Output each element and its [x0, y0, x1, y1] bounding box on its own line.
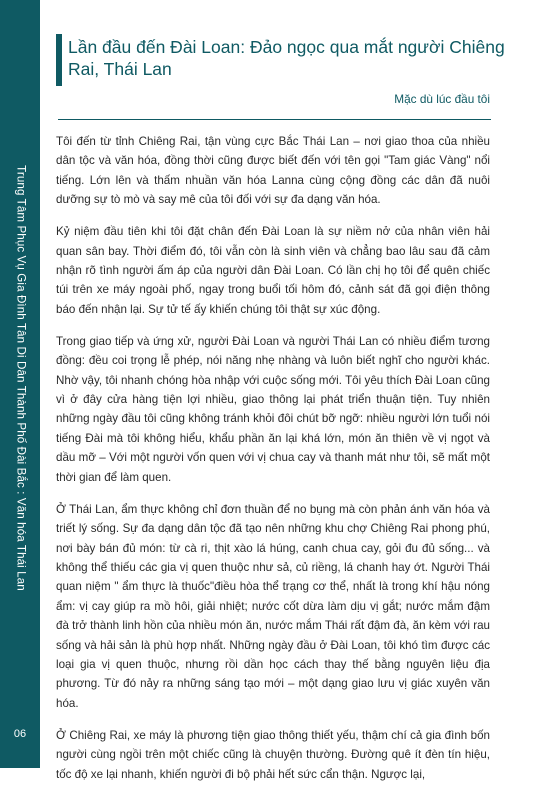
- title-divider: [58, 119, 491, 120]
- page-title: Lần đầu đến Đài Loan: Đảo ngọc qua mắt người Chiêng Rai, Thái Lan: [68, 37, 505, 79]
- sidebar-running-title: Trung Tâm Phục Vụ Gia Đình Tân Di Dân Thành Phố Đài Bắc : Văn hóa Thái Lan: [14, 165, 28, 591]
- sidebar: [0, 0, 40, 768]
- paragraph-4: Ở Thái Lan, ẩm thực không chỉ đơn thuần để no bụng mà còn phản ánh văn hóa và triết lý sống. Sự đa dạng dân tộc đã tạo nên những khu chợ Chiêng Rai phong phú, nơi bày bán đủ món: từ cà ri, thịt xào lá húng, canh chua cay, gỏi đu đủ sống... và không thể thiếu các gia vị quen thuộc như sả, củ riềng, lá chanh hay ớt. Người Thái quan niệm " ẩm thực là thuốc"điều hòa thể trạng cơ thể, nhất là trong khí hậu nóng ẩm: vị cay giúp ra mồ hôi, giải nhiệt; nước cốt dừa làm dịu vị gắt; nước mắm đậm đà trở thành linh hồn của nhiều món ăn, nước mắm Thái rất đậm đà, ăn kèm với rau sống và hải sản là phù hợp nhất. Những ngày đầu ở Đài Loan, tôi khó tìm được các loại gia vị quen thuộc, nhưng rồi dần học cách thay thế bằng nguyên liệu địa phương. Từ đó nảy ra những sáng tạo mới – một dạng giao lưu vị giác xuyên văn hóa.: [56, 502, 490, 710]
- page-number: 06: [13, 728, 27, 740]
- title-accent-bar: [56, 34, 62, 86]
- section-subtitle: Mặc dù lúc đầu tôi: [394, 92, 490, 106]
- paragraph-3: Trong giao tiếp và ứng xử, người Đài Loan và người Thái Lan có nhiều điểm tương đồng: đều coi trọng lễ phép, nói năng nhẹ nhàng và luôn biết nghĩ cho người khác. Nhờ vậy, tôi nhanh chóng hòa nhập với cuộc sống mới. Tôi yêu thích Đài Loan cũng vì ở đây cửa hàng tiện lợi nhiều, giao thông lại phát triển thuận tiện. Tuy nhiên những ngày đầu tôi cũng không tránh khỏi đôi chút bỡ ngỡ: nhiều người lớn tuổi nói tiếng Đài mà tôi không hiểu, khẩu phần ăn lại khá lớn, món ăn thiên về vị ngọt và dầu mỡ – Với một người vốn quen với vị chua cay và thanh mát như tôi, sẽ mất một thời gian để làm quen.: [56, 334, 490, 484]
- paragraph-5: Ở Chiêng Rai, xe máy là phương tiện giao thông thiết yếu, thậm chí cả gia đình bốn người cùng ngồi trên một chiếc cũng là chuyện thường. Đường quê ít đèn tín hiệu, tốc độ xe lại nhanh, khiến người đi bộ phải hết sức cẩn thận. Ngược lại,: [56, 728, 490, 781]
- paragraph-1: Tôi đến từ tỉnh Chiêng Rai, tận vùng cực Bắc Thái Lan – nơi giao thoa của nhiều dân tộc và văn hóa, đồng thời cũng được biết đến với tên gọi "Tam giác Vàng" nổi tiếng. Lớn lên và thấm nhuần văn hóa Lanna cùng cộng đồng các dân đã nuôi dưỡng sự tò mò và say mê của tôi đối với sự đa dạng văn hóa.: [56, 135, 490, 207]
- paragraph-2: Kỷ niệm đầu tiên khi tôi đặt chân đến Đài Loan là sự niềm nở của nhân viên hải quan sân bay. Thời điểm đó, tôi vẫn còn là sinh viên và chẳng bao lâu sau đã cảm nhận rõ tình người ấm áp của người dân Đài Loan. Có lần chị họ tôi để quên chiếc túi trên xe máy ngoài phố, ngay trong buổi tối hôm đó, cảnh sát đã gọi điện thông báo đến nhận lại. Sự tử tế ấy khiến chúng tôi thật sự xúc động.: [56, 225, 490, 316]
- article-body: [56, 132, 490, 797]
